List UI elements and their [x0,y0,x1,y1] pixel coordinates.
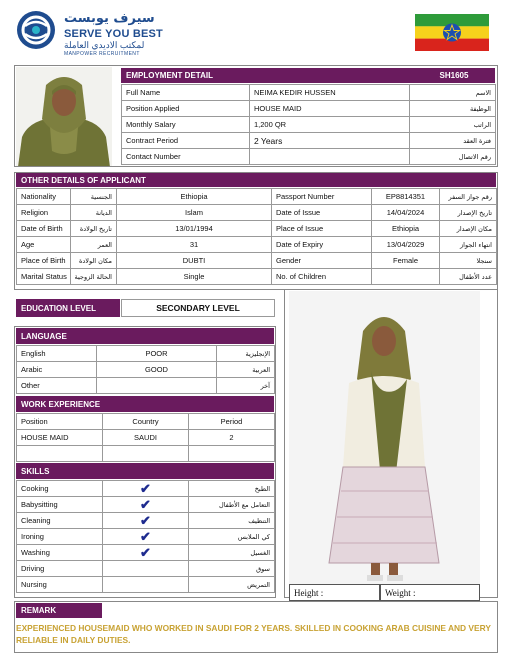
skill-name-arabic: سوق [189,561,275,577]
reference-code: SH1605 [439,71,469,80]
detail-label-2-arabic: تاريخ الإصدار [440,205,497,221]
employment-table [121,84,496,165]
remark-header [16,603,102,618]
language-row [17,362,275,378]
skill-row [17,481,275,497]
skill-name: Nursing [17,577,103,593]
skill-check-cell [103,497,189,513]
employment-label-arabic: الراتب [410,117,496,133]
skill-name-arabic: الغسيل [189,545,275,561]
employment-value [250,149,410,165]
employment-label: Contact Number [122,149,250,165]
employment-label: Position Applied [122,101,250,117]
detail-label-2-arabic: رقم جواز السفر [440,189,497,205]
skill-row [17,561,275,577]
applicant-full-body-photo [289,291,480,584]
employment-value: NEIMA KEDIR HUSSEN [250,85,410,101]
employment-row [122,149,496,165]
employment-row [122,133,496,149]
checkmark-icon: ✔ [140,512,151,528]
detail-label-2-arabic: عدد الأطفال [440,269,497,285]
employment-value: 1,200 QR [250,117,410,133]
education-level-header [16,299,120,317]
skill-check-cell [103,561,189,577]
detail-label: Marital Status [17,269,71,285]
detail-label-2: Place of Issue [272,221,372,237]
detail-value-2: EP8814351 [372,189,440,205]
language-level [97,378,217,394]
work-experience-title: WORK EXPERIENCE [21,399,101,409]
ethiopia-flag-icon [415,14,489,51]
work-position: HOUSE MAID [17,430,103,446]
employment-label: Contract Period [122,133,250,149]
language-name: Arabic [17,362,97,378]
language-row [17,346,275,362]
detail-label-arabic: مكان الولادة [71,253,117,269]
detail-label-2-arabic: مكان الإصدار [440,221,497,237]
skills-header [16,463,274,479]
detail-value: Ethiopia [117,189,272,205]
detail-value: 31 [117,237,272,253]
work-col-period: Period [189,414,275,430]
brand-arabic-name: سيرف يوبست [64,11,155,26]
education-level-value: SECONDARY LEVEL [121,299,275,317]
skill-row [17,529,275,545]
skill-name-arabic: كي الملابس [189,529,275,545]
detail-value-2: Ethiopia [372,221,440,237]
language-name-arabic: العربية [217,362,275,378]
detail-label-2-arabic: سنجلا [440,253,497,269]
other-details-row [17,205,497,221]
other-details-table [16,188,497,285]
skill-check-cell [103,577,189,593]
detail-label-2: Gender [272,253,372,269]
work-period [189,446,275,462]
other-details-row [17,253,497,269]
skill-name-arabic: التمريض [189,577,275,593]
remark-text: EXPERIENCED HOUSEMAID WHO WORKED IN SAUDI FOR 2 YEARS. SKILLED IN COOKING ARAB CUISINE AND VERY RELIABLE IN DAILY DUTIES. [16,623,491,645]
employment-row [122,117,496,133]
employment-label-arabic: فترة العقد [410,133,496,149]
detail-label: Nationality [17,189,71,205]
checkmark-icon: ✔ [140,480,151,496]
work-col-country: Country [103,414,189,430]
employment-detail-title: EMPLOYMENT DETAIL [126,71,213,80]
checkmark-icon: ✔ [140,544,151,560]
detail-label-arabic: الحالة الزوجية [71,269,117,285]
work-experience-row [17,430,275,446]
other-details-header [16,173,496,187]
language-level: POOR [97,346,217,362]
skill-check-cell [103,545,189,561]
skill-name-arabic: الطبخ [189,481,275,497]
detail-label-arabic: تاريخ الولادة [71,221,117,237]
skill-name: Cooking [17,481,103,497]
remark-title: REMARK [21,606,57,615]
brand-english-name: SERVE YOU BEST [64,28,163,40]
other-details-row [17,237,497,253]
brand-arabic-subtitle: لمكتب الاديدي العاملة [64,40,145,50]
other-details-row [17,269,497,285]
detail-label: Date of Birth [17,221,71,237]
skill-check-cell [103,529,189,545]
language-name: English [17,346,97,362]
language-name: Other [17,378,97,394]
skill-row [17,545,275,561]
skill-name: Cleaning [17,513,103,529]
work-experience-header-row [17,414,275,430]
language-name-arabic: آخر [217,378,275,394]
detail-label-arabic: الديانة [71,205,117,221]
employment-label-arabic: رقم الاتصال [410,149,496,165]
detail-label-2-arabic: انتهاء الجواز [440,237,497,253]
other-details-title: OTHER DETAILS OF APPLICANT [21,175,146,185]
detail-value-2: 13/04/2029 [372,237,440,253]
brand-subtitle: MANPOWER RECRUITMENT [64,51,140,57]
work-country: SAUDI [103,430,189,446]
language-header [16,328,274,344]
detail-label-2: Date of Expiry [272,237,372,253]
language-title: LANGUAGE [21,331,67,341]
employment-row [122,101,496,117]
employment-label-arabic: الوظيفة [410,101,496,117]
detail-label-2: No. of Children [272,269,372,285]
height-label: Height : [294,587,324,598]
company-logo-icon [16,10,56,50]
detail-label: Place of Birth [17,253,71,269]
employment-value: HOUSE MAID [250,101,410,117]
detail-label: Religion [17,205,71,221]
checkmark-icon: ✔ [140,496,151,512]
skill-row [17,497,275,513]
skills-title: SKILLS [21,466,50,476]
checkmark-icon: ✔ [140,528,151,544]
skill-check-cell [103,481,189,497]
employment-row [122,85,496,101]
detail-label-arabic: الجنسية [71,189,117,205]
detail-value-2: Female [372,253,440,269]
employment-label: Monthly Salary [122,117,250,133]
skill-row [17,513,275,529]
education-level-title: EDUCATION LEVEL [21,303,96,313]
detail-label-2: Passport Number [272,189,372,205]
skill-row [17,577,275,593]
employment-label: Full Name [122,85,250,101]
skill-name: Driving [17,561,103,577]
work-experience-row [17,446,275,462]
detail-value: 13/01/1994 [117,221,272,237]
skill-name: Ironing [17,529,103,545]
work-experience-table [16,413,275,462]
detail-label-2: Date of Issue [272,205,372,221]
detail-value: DUBTI [117,253,272,269]
skill-name: Babysitting [17,497,103,513]
work-position [17,446,103,462]
work-col-position: Position [17,414,103,430]
detail-label: Age [17,237,71,253]
language-level: GOOD [97,362,217,378]
skills-table [16,480,275,593]
skill-check-cell [103,513,189,529]
work-experience-header [16,396,274,412]
other-details-row [17,221,497,237]
language-name-arabic: الإنجليزية [217,346,275,362]
detail-label-arabic: العمر [71,237,117,253]
detail-value: Islam [117,205,272,221]
weight-field [380,584,480,601]
employment-detail-header [121,68,414,83]
detail-value-2: 14/04/2024 [372,205,440,221]
skill-name-arabic: التعامل مع الأطفال [189,497,275,513]
weight-label: Weight : [385,587,416,598]
skill-name: Washing [17,545,103,561]
height-field [289,584,380,601]
other-details-row [17,189,497,205]
employment-value: 2 Years [250,133,410,149]
skill-name-arabic: التنظيف [189,513,275,529]
language-table [16,345,275,394]
language-row [17,378,275,394]
work-country [103,446,189,462]
detail-value: Single [117,269,272,285]
detail-value-2 [372,269,440,285]
work-period: 2 [189,430,275,446]
employment-label-arabic: الاسم [410,85,496,101]
reference-code-header [413,68,495,83]
